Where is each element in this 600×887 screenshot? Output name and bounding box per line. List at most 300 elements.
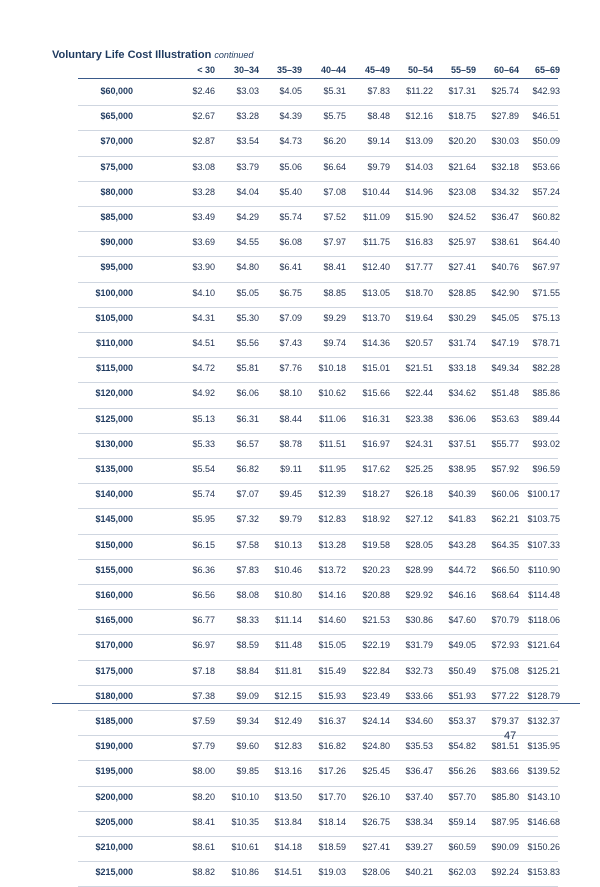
table-row [78, 433, 558, 459]
cost-cell: $22.19 [362, 640, 390, 651]
cost-cell: $110.90 [528, 564, 560, 575]
column-header: 60–64 [493, 65, 519, 75]
cost-cell: $62.03 [448, 867, 476, 878]
cost-cell: $13.72 [318, 564, 346, 575]
coverage-amount: $210,000 [95, 842, 133, 852]
cost-cell: $9.60 [236, 741, 259, 752]
cost-cell: $8.08 [236, 590, 259, 600]
cost-cell: $24.80 [362, 741, 390, 752]
cost-cell: $49.34 [491, 363, 519, 374]
cost-cell: $7.18 [192, 665, 215, 676]
cost-cell: $56.26 [448, 766, 476, 777]
cost-cell: $36.06 [448, 413, 476, 424]
cost-cell: $6.31 [236, 413, 259, 424]
column-header: 40–44 [320, 65, 346, 75]
cost-cell: $5.75 [323, 111, 346, 122]
cost-cell: $139.52 [527, 766, 560, 777]
cost-cell: $10.13 [274, 539, 302, 550]
cost-cell: $8.10 [279, 388, 302, 399]
cost-cell: $42.90 [491, 287, 519, 298]
cost-cell: $3.49 [192, 212, 215, 222]
cost-cell: $27.41 [448, 262, 476, 273]
coverage-amount: $155,000 [95, 564, 133, 575]
cost-cell: $9.85 [236, 766, 259, 777]
cost-cell: $47.19 [491, 338, 519, 348]
coverage-amount: $90,000 [100, 237, 133, 248]
cost-cell: $26.10 [362, 791, 390, 802]
header-divider [78, 78, 558, 79]
cost-cell: $11.81 [275, 665, 302, 676]
cost-cell: $55.77 [491, 438, 519, 449]
cost-cell: $85.80 [491, 791, 519, 802]
cost-cell: $60.59 [448, 842, 476, 852]
cost-cell: $7.79 [192, 741, 215, 752]
table-row [78, 332, 558, 358]
cost-cell: $85.86 [532, 388, 560, 399]
cost-cell: $14.60 [318, 615, 346, 626]
coverage-amount: $195,000 [95, 766, 133, 777]
cost-cell: $8.59 [236, 640, 259, 651]
cost-cell: $27.89 [491, 111, 519, 122]
coverage-amount: $75,000 [100, 161, 133, 172]
cost-cell: $10.61 [231, 842, 259, 852]
cost-cell: $54.82 [448, 741, 476, 752]
table-row [78, 105, 558, 131]
cost-cell: $18.92 [362, 514, 390, 525]
cost-cell: $9.45 [279, 489, 302, 500]
table-title [52, 49, 253, 61]
column-header: 65–69 [534, 65, 560, 75]
coverage-amount: $110,000 [95, 338, 133, 348]
cost-cell: $9.29 [323, 312, 346, 323]
cost-cell: $13.84 [274, 816, 302, 827]
column-header: 35–39 [276, 65, 302, 75]
cost-cell: $9.14 [367, 136, 390, 147]
cost-cell: $28.85 [448, 287, 476, 298]
cost-cell: $20.23 [362, 564, 390, 575]
cost-cell: $6.57 [236, 438, 259, 449]
column-header: 50–54 [407, 65, 433, 75]
cost-cell: $25.97 [448, 237, 476, 248]
cost-cell: $10.44 [362, 186, 390, 197]
coverage-amount: $135,000 [95, 464, 133, 474]
cost-cell: $16.97 [362, 438, 390, 449]
cost-cell: $23.49 [362, 690, 390, 701]
cost-cell: $7.97 [323, 237, 346, 248]
cost-cell: $100.17 [527, 489, 560, 500]
cost-cell: $21.64 [448, 161, 476, 172]
cost-cell: $34.60 [405, 716, 433, 726]
cost-cell: $46.51 [532, 111, 560, 122]
cost-cell: $143.10 [527, 791, 560, 802]
cost-cell: $68.64 [491, 590, 519, 600]
cost-cell: $16.83 [405, 237, 433, 248]
table-row [78, 634, 558, 660]
cost-cell: $17.70 [318, 791, 346, 802]
cost-cell: $121.64 [527, 640, 560, 651]
cost-cell: $7.38 [192, 690, 215, 701]
cost-cell: $26.75 [362, 816, 390, 827]
cost-cell: $37.51 [448, 438, 476, 449]
cost-cell: $9.74 [323, 338, 346, 348]
cost-cell: $28.06 [362, 867, 390, 878]
cost-cell: $4.31 [192, 312, 215, 323]
cost-cell: $32.73 [405, 665, 433, 676]
cost-cell: $4.05 [279, 86, 302, 96]
cost-cell: $4.72 [192, 363, 215, 374]
cost-cell: $81.51 [491, 741, 519, 752]
cost-cell: $38.61 [491, 237, 519, 248]
cost-cell: $75.13 [532, 312, 560, 323]
cost-cell: $14.18 [274, 842, 302, 852]
cost-cell: $47.60 [448, 615, 476, 626]
coverage-amount: $215,000 [95, 867, 133, 878]
cost-cell: $118.06 [528, 615, 560, 626]
cost-cell: $13.50 [274, 791, 302, 802]
cost-cell: $135.95 [527, 741, 560, 752]
cost-cell: $12.39 [318, 489, 346, 500]
cost-cell: $9.79 [279, 514, 302, 525]
cost-cell: $7.08 [323, 186, 346, 197]
cost-cell: $30.03 [491, 136, 519, 147]
table-row [78, 534, 558, 560]
cost-cell: $6.15 [192, 539, 215, 550]
coverage-amount: $65,000 [100, 111, 133, 122]
cost-cell: $12.83 [318, 514, 346, 525]
cost-cell: $24.14 [362, 716, 390, 726]
coverage-amount: $180,000 [95, 690, 133, 701]
cost-cell: $31.74 [448, 338, 476, 348]
cost-cell: $14.16 [318, 590, 346, 600]
table-header [0, 65, 600, 77]
cost-cell: $25.45 [362, 766, 390, 777]
cost-cell: $26.18 [405, 489, 433, 500]
cost-cell: $7.07 [236, 489, 259, 500]
cost-cell: $6.56 [192, 590, 215, 600]
cost-cell: $125.21 [527, 665, 560, 676]
cost-cell: $15.05 [318, 640, 346, 651]
cost-cell: $10.35 [231, 816, 259, 827]
cost-cell: $8.44 [279, 413, 302, 424]
cost-cell: $50.09 [532, 136, 560, 147]
cost-cell: $40.76 [491, 262, 519, 273]
cost-cell: $5.54 [192, 464, 215, 474]
cost-cell: $10.62 [318, 388, 346, 399]
coverage-amount: $185,000 [95, 716, 133, 726]
cost-cell: $8.84 [236, 665, 259, 676]
cost-cell: $41.83 [448, 514, 476, 525]
cost-cell: $7.76 [279, 363, 302, 374]
coverage-amount: $85,000 [100, 212, 133, 222]
coverage-amount: $115,000 [95, 363, 133, 374]
cost-cell: $20.20 [448, 136, 476, 147]
cost-cell: $5.31 [323, 86, 346, 96]
cost-cell: $77.22 [491, 690, 519, 701]
cost-cell: $12.83 [274, 741, 302, 752]
table-row [78, 660, 558, 686]
cost-cell: $6.20 [323, 136, 346, 147]
cost-cell: $8.00 [192, 766, 215, 777]
cost-cell: $45.05 [491, 312, 519, 323]
coverage-amount: $140,000 [95, 489, 133, 500]
cost-cell: $90.09 [491, 842, 519, 852]
table-row [78, 256, 558, 282]
cost-cell: $72.93 [491, 640, 519, 651]
cost-cell: $35.53 [405, 741, 433, 752]
cost-cell: $64.35 [491, 539, 519, 550]
cost-cell: $3.54 [236, 136, 259, 147]
table-row [78, 786, 558, 812]
cost-cell: $5.05 [236, 287, 259, 298]
cost-cell: $10.10 [231, 791, 259, 802]
cost-cell: $11.09 [363, 212, 390, 222]
cost-cell: $6.75 [279, 287, 302, 298]
cost-cell: $66.50 [491, 564, 519, 575]
cost-cell: $11.95 [319, 464, 346, 474]
cost-cell: $3.28 [192, 186, 215, 197]
cost-cell: $107.33 [527, 539, 560, 550]
cost-cell: $11.75 [363, 237, 390, 248]
cost-cell: $8.41 [192, 816, 215, 827]
cost-cell: $22.84 [362, 665, 390, 676]
cost-cell: $9.09 [236, 690, 259, 701]
cost-cell: $25.25 [405, 464, 433, 474]
cost-cell: $51.93 [448, 690, 476, 701]
cost-cell: $13.28 [318, 539, 346, 550]
cost-cell: $3.28 [236, 111, 259, 122]
coverage-amount: $150,000 [95, 539, 133, 550]
cost-cell: $92.24 [491, 867, 519, 878]
cost-cell: $16.82 [318, 741, 346, 752]
cost-cell: $12.15 [274, 690, 302, 701]
table-row [78, 508, 558, 534]
column-header: 30–34 [233, 65, 259, 75]
cost-cell: $36.47 [491, 212, 519, 222]
cost-cell: $34.62 [448, 388, 476, 399]
table-row [78, 357, 558, 383]
cost-cell: $14.03 [405, 161, 433, 172]
cost-cell: $34.32 [491, 186, 519, 197]
cost-cell: $6.77 [192, 615, 215, 626]
cost-cell: $132.37 [527, 716, 560, 726]
cost-cell: $11.06 [319, 413, 346, 424]
cost-cell: $53.37 [448, 716, 476, 726]
cost-cell: $24.52 [448, 212, 476, 222]
footer-divider [52, 703, 580, 704]
cost-cell: $12.49 [274, 716, 302, 726]
coverage-amount: $170,000 [95, 640, 133, 651]
cost-cell: $14.51 [274, 867, 302, 878]
cost-cell: $12.40 [362, 262, 390, 273]
cost-cell: $6.64 [323, 161, 346, 172]
cost-cell: $7.83 [367, 86, 390, 96]
cost-cell: $79.37 [491, 716, 519, 726]
table-row [78, 307, 558, 333]
column-header: < 30 [197, 65, 215, 75]
cost-cell: $7.83 [236, 564, 259, 575]
cost-cell: $6.97 [192, 640, 215, 651]
cost-cell: $3.79 [236, 161, 259, 172]
cost-cell: $15.49 [318, 665, 346, 676]
cost-cell: $40.21 [405, 867, 433, 878]
cost-cell: $57.92 [491, 464, 519, 474]
coverage-amount: $160,000 [95, 590, 133, 600]
cost-cell: $103.75 [527, 514, 560, 525]
cost-cell: $15.90 [405, 212, 433, 222]
cost-cell: $18.27 [362, 489, 390, 500]
cost-cell: $23.38 [405, 413, 433, 424]
cost-cell: $8.85 [323, 287, 346, 298]
coverage-amount: $105,000 [95, 312, 133, 323]
cost-cell: $8.48 [367, 111, 390, 122]
table-row [78, 231, 558, 257]
cost-cell: $43.28 [448, 539, 476, 550]
cost-cell: $46.16 [448, 590, 476, 600]
title-continued-note: continued [214, 50, 254, 60]
cost-cell: $4.39 [279, 111, 302, 122]
cost-cell: $12.16 [405, 111, 433, 122]
coverage-amount: $125,000 [95, 413, 133, 424]
cost-cell: $59.14 [448, 816, 476, 827]
column-header: 45–49 [364, 65, 390, 75]
cost-cell: $5.81 [236, 363, 259, 374]
cost-cell: $39.27 [405, 842, 433, 852]
cost-cell: $7.52 [323, 212, 346, 222]
cost-cell: $78.71 [532, 338, 560, 348]
table-row [78, 584, 558, 610]
cost-cell: $7.58 [236, 539, 259, 550]
cost-cell: $19.64 [405, 312, 433, 323]
cost-cell: $8.78 [279, 438, 302, 449]
cost-cell: $11.22 [406, 86, 433, 96]
cost-cell: $17.62 [362, 464, 390, 474]
cost-cell: $4.04 [236, 186, 259, 197]
coverage-amount: $95,000 [100, 262, 133, 273]
cost-cell: $57.24 [532, 186, 560, 197]
coverage-amount: $130,000 [95, 438, 133, 449]
cost-cell: $32.18 [491, 161, 519, 172]
cost-cell: $7.32 [236, 514, 259, 525]
cost-cell: $51.48 [491, 388, 519, 399]
table-row [78, 685, 558, 711]
cost-cell: $9.34 [236, 716, 259, 726]
cost-cell: $18.70 [405, 287, 433, 298]
cost-cell: $21.51 [405, 363, 433, 374]
cost-cell: $30.86 [405, 615, 433, 626]
coverage-amount: $205,000 [95, 816, 133, 827]
cost-cell: $11.14 [275, 615, 302, 626]
table-row [78, 156, 558, 182]
cost-cell: $114.48 [528, 590, 560, 600]
cost-cell: $4.73 [279, 136, 302, 147]
cost-cell: $14.96 [405, 186, 433, 197]
cost-cell: $62.21 [491, 514, 519, 525]
cost-cell: $3.69 [192, 237, 215, 248]
cost-cell: $28.99 [405, 564, 433, 575]
cost-cell: $75.08 [491, 665, 519, 676]
cost-cell: $8.41 [323, 262, 346, 273]
table-row [78, 609, 558, 635]
cost-cell: $20.57 [405, 338, 433, 348]
cost-cell: $6.36 [192, 564, 215, 575]
cost-cell: $33.18 [448, 363, 476, 374]
table-row [78, 206, 558, 232]
cost-cell: $7.59 [192, 716, 215, 726]
cost-cell: $16.37 [318, 716, 346, 726]
cost-cell: $23.08 [448, 186, 476, 197]
cost-cell: $13.16 [274, 766, 302, 777]
cost-cell: $9.11 [280, 464, 302, 474]
cost-cell: $5.40 [279, 186, 302, 197]
table-row [78, 408, 558, 434]
cost-cell: $4.80 [236, 262, 259, 273]
cost-cell: $18.14 [318, 816, 346, 827]
table-row [78, 760, 558, 786]
cost-cell: $19.03 [318, 867, 346, 878]
cost-cell: $19.58 [362, 539, 390, 550]
coverage-amount: $190,000 [95, 741, 133, 752]
cost-cell: $4.51 [192, 338, 215, 348]
coverage-amount: $120,000 [95, 388, 133, 399]
cost-cell: $15.93 [318, 690, 346, 701]
cost-cell: $7.09 [279, 312, 302, 323]
cost-cell: $5.33 [192, 438, 215, 449]
cost-cell: $67.97 [532, 262, 560, 273]
cost-cell: $9.79 [367, 161, 390, 172]
table-row [78, 735, 558, 761]
cost-cell: $36.47 [405, 766, 433, 777]
cost-cell: $8.61 [192, 842, 215, 852]
cost-cell: $3.90 [192, 262, 215, 273]
cost-cell: $5.56 [236, 338, 259, 348]
cost-cell: $70.79 [491, 615, 519, 626]
cost-cell: $27.41 [362, 842, 390, 852]
cost-cell: $18.59 [318, 842, 346, 852]
cost-cell: $5.13 [192, 413, 215, 424]
cost-cell: $5.74 [192, 489, 215, 500]
cost-cell: $15.01 [362, 363, 390, 374]
cost-cell: $4.92 [192, 388, 215, 399]
cost-cell: $82.28 [532, 363, 560, 374]
coverage-amount: $175,000 [95, 665, 133, 676]
table-row [78, 130, 558, 156]
table-row [78, 382, 558, 408]
cost-cell: $44.72 [448, 564, 476, 575]
cost-cell: $16.31 [362, 413, 390, 424]
table-row [78, 811, 558, 837]
cost-cell: $7.43 [279, 338, 302, 348]
table-row [78, 710, 558, 736]
cost-cell: $14.36 [362, 338, 390, 348]
cost-cell: $13.05 [362, 287, 390, 298]
table-row [78, 282, 558, 308]
cost-cell: $71.55 [532, 287, 560, 298]
cost-cell: $6.41 [279, 262, 302, 273]
cost-cell: $96.59 [532, 464, 560, 474]
cost-cell: $2.46 [192, 86, 215, 96]
cost-cell: $13.09 [405, 136, 433, 147]
cost-cell: $30.29 [448, 312, 476, 323]
cost-cell: $21.53 [362, 615, 390, 626]
cost-cell: $5.74 [279, 212, 302, 222]
cost-cell: $40.39 [448, 489, 476, 500]
cost-cell: $50.49 [448, 665, 476, 676]
table-row [78, 836, 558, 862]
cost-cell: $87.95 [491, 816, 519, 827]
cost-cell: $5.95 [192, 514, 215, 525]
cost-cell: $18.75 [448, 111, 476, 122]
cost-cell: $53.66 [532, 161, 560, 172]
